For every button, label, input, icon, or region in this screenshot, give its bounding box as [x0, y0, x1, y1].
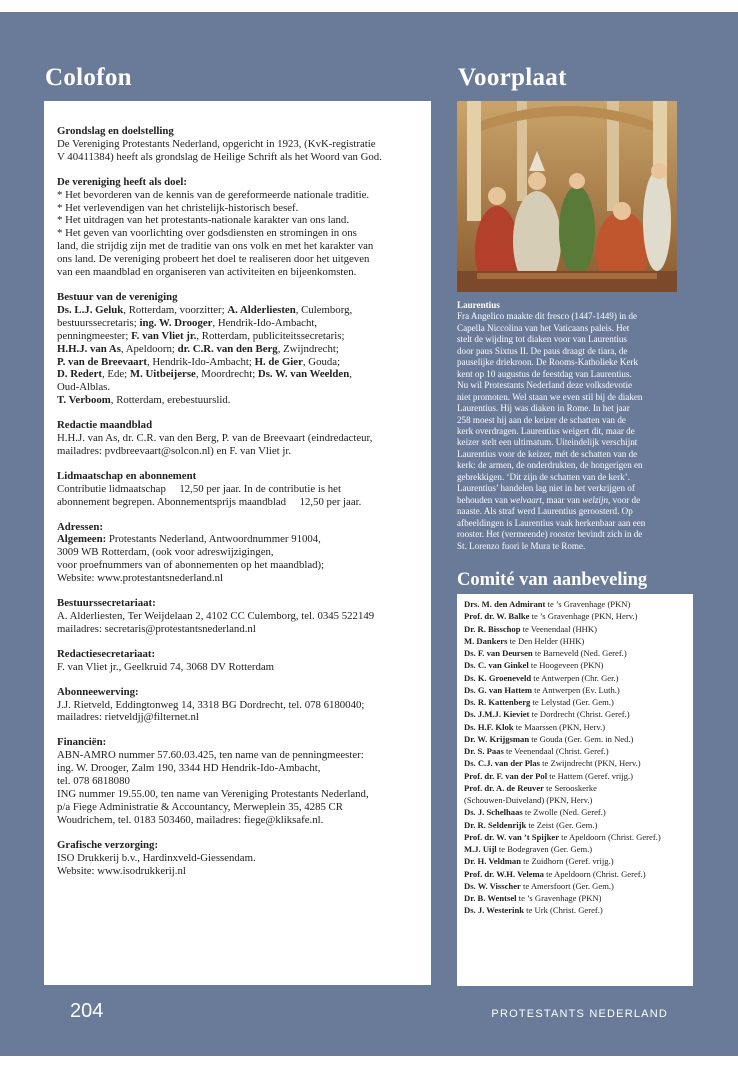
- comite-list: [457, 594, 693, 986]
- page-number: 204: [70, 1000, 104, 1022]
- member-name: Dr. R. Bisschop: [464, 623, 521, 634]
- colofon-section: [57, 291, 421, 407]
- section-title: Redactie maandblad: [57, 419, 153, 432]
- section-line: [57, 356, 421, 369]
- section-line: van een maandblad en organiseren van activiteiten en bijeenkomsten.: [57, 266, 357, 279]
- section-line: tel. 078 6818080: [57, 775, 130, 788]
- caption-text: Fra Angelico maakte dit fresco (1447-1449) in de: [457, 311, 638, 322]
- member-name: Prof. dr. F. van der Pol: [464, 770, 548, 781]
- member-location: te Gouda (Ger. Gem. in Ned.): [529, 733, 634, 744]
- section-line: [57, 394, 421, 407]
- footer-brand: PROTESTANTS NEDERLAND: [491, 1008, 668, 1020]
- member-name: Ds. J.M.J. Kieviet: [464, 709, 530, 720]
- section-line: F. van Vliet jr., Geelkruid 74, 3068 DV Rotterdam: [57, 660, 275, 673]
- member-location: te Serooskerke: [543, 782, 597, 793]
- comite-member: [464, 770, 693, 782]
- caption-line: [457, 369, 685, 380]
- caption-text: kerk: de armen, de onderdrukten, de hongerigen en: [457, 460, 643, 471]
- member-name: Ds. W. Visscher: [464, 880, 521, 891]
- caption-line: [457, 357, 685, 368]
- section-line: ABN-AMRO nummer 57.60.03.425, ten name van de penningmeester:: [57, 749, 364, 762]
- comite-member: [464, 684, 693, 696]
- section-line: [57, 304, 421, 317]
- section-line: land, die strijdig zijn met de traditie van ons volk en met het karakter van: [57, 240, 374, 253]
- member-name: Dr. R. Seldenrijk: [464, 819, 527, 830]
- member-location: te ’s Gravenhage (PKN, Herv.): [529, 611, 638, 622]
- bold-name: H. de Gier: [254, 355, 303, 368]
- member-location: te Zuidhorn (Geref. vrijg.): [521, 856, 614, 867]
- caption-text: kent op 10 augustus de feestdag van Laurentius.: [457, 368, 632, 379]
- section-line: abonnement begrepen. Abonnementsprijs maandblad 12,50 per jaar.: [57, 495, 362, 508]
- caption-line: [457, 403, 685, 414]
- caption-line: [457, 449, 685, 460]
- line-text: penningmeester;: [57, 329, 132, 342]
- section-title: De vereniging heeft als doel:: [57, 175, 187, 188]
- comite-member: [464, 757, 693, 769]
- line-text: , Gouda;: [302, 355, 341, 368]
- bold-name: D. Redert: [57, 368, 102, 381]
- line-text: , Culemborg,: [295, 303, 353, 316]
- member-name: Prof. dr. W. van ’t Spijker: [464, 831, 560, 842]
- italic-word: welzijn: [582, 494, 609, 505]
- member-name: Prof. dr. W.H. Velema: [464, 868, 544, 879]
- member-name: Ds. C. van Ginkel: [464, 660, 529, 671]
- caption-text: behouden van: [457, 494, 511, 505]
- caption-line: [457, 334, 685, 345]
- member-name: Ds. J. Westerink: [464, 905, 525, 916]
- member-location: te Dordrecht (Christ. Geref.): [529, 709, 630, 720]
- member-name: M.J. Uijl: [464, 844, 497, 854]
- colofon-section: [57, 125, 421, 164]
- comite-member: [464, 623, 693, 635]
- bold-name: Ds. W. van Weelden: [257, 368, 350, 381]
- line-text: , Hendrik-Ido-Ambacht;: [146, 355, 255, 368]
- comite-member: [464, 794, 693, 806]
- section-line: * Het verlevendigen van het christelijk-historisch besef.: [57, 201, 299, 214]
- line-text: , Zwijndrecht;: [277, 342, 339, 355]
- caption-text: kerk overdragen. Laurentius weigert dit, maar de: [457, 425, 635, 436]
- caption-text: , maar van: [541, 494, 583, 505]
- member-location: te Urk (Christ. Geref.): [524, 905, 603, 916]
- comite-member: [464, 635, 693, 647]
- bold-name: T. Verboom: [57, 394, 111, 407]
- section-line: * Het geven van voorlichting over godsdiensten en stromingen in ons: [57, 227, 357, 240]
- comite-member: [464, 892, 693, 904]
- section-line: [57, 317, 421, 330]
- colofon-section: [57, 839, 421, 878]
- bold-name: ing. W. Drooger: [139, 316, 213, 329]
- line-text: , Hendrik-Ido-Ambacht,: [212, 316, 318, 329]
- line-text: ,: [349, 368, 352, 381]
- section-line: * Het bevorderen van de kennis van de gereformeerde nationale traditie.: [57, 188, 370, 201]
- member-name: Ds. J. Schelhaas: [464, 807, 523, 818]
- member-name: Ds. C.J. van der Plas: [464, 758, 540, 769]
- comite-title: Comité van aanbeveling: [457, 570, 648, 590]
- member-location: te Hattem (Geref. vrijg.): [547, 770, 633, 781]
- section-line: [57, 330, 421, 343]
- colofon-section: [57, 686, 421, 725]
- bold-name: P. van de Breevaart: [57, 355, 147, 368]
- line-text: , Moordrecht;: [195, 368, 258, 381]
- section-line: A. Alderliesten, Ter Weijdelaan 2, 4102 CC Culemborg, tel. 0345 522149: [57, 610, 375, 622]
- voorplaat-title: Voorplaat: [458, 64, 567, 91]
- line-text: , Rotterdam, voorzitter;: [123, 303, 228, 316]
- comite-member: [464, 806, 693, 818]
- section-line: mailadres: secretaris@protestantsnederland.nl: [57, 622, 256, 635]
- member-name: Prof. dr. A. de Reuver: [464, 782, 544, 793]
- comite-member: [464, 708, 693, 720]
- caption-text: Laurentius. Hij was diaken in Rome. In het jaar: [457, 403, 630, 414]
- member-name: M. Dankers: [464, 635, 508, 646]
- section-line: [57, 572, 421, 585]
- section-line: p/a Fiege Administratie & Accountancy, Merweplein 35, 4285 CR: [57, 800, 343, 813]
- comite-member: [464, 659, 693, 671]
- colofon-section: [57, 521, 421, 586]
- caption-text: St. Lorenzo fuori le Mura te Rome.: [457, 540, 586, 551]
- member-name: Ds. H.F. Klok: [464, 721, 514, 732]
- caption-text: Capella Niccolina van het Vaticaans paleis. Het: [457, 322, 630, 333]
- line-text: voor proefnummers van of abonnementen op het maandblad);: [57, 559, 325, 572]
- caption-text: afbeeldingen is Laurentius vaak herkenbaar aan een: [457, 517, 646, 528]
- line-text: Oud-Alblas.: [57, 381, 111, 394]
- section-line: De Vereniging Protestants Nederland, opgericht in 1923, (KvK-registratie: [57, 137, 376, 150]
- section-line: ISO Drukkerij b.v., Hardinxveld-Giessendam.: [57, 851, 256, 864]
- fresco-image: [457, 101, 677, 292]
- section-line: V 40411384) heeft als grondslag de Heilige Schrift als het Woord van God.: [57, 150, 382, 163]
- member-name: Ds. F. van Deursen: [464, 648, 533, 658]
- comite-member: [464, 721, 693, 733]
- comite-member: [464, 831, 693, 843]
- section-line: Contributie lidmaatschap 12,50 per jaar. In de contributie is het: [57, 482, 341, 495]
- section-title: Adressen:: [57, 520, 103, 533]
- colofon-box: [44, 101, 431, 985]
- section-title: Lidmaatschap en abonnement: [57, 469, 197, 482]
- bold-name: Algemeen:: [57, 533, 109, 546]
- member-location: te Antwerpen (Ev. Luth.): [532, 684, 620, 695]
- colofon-section: [57, 176, 421, 279]
- member-name: Ds. R. Kattenberg: [464, 697, 531, 707]
- bold-name: A. Alderliesten: [227, 303, 296, 316]
- comite-member: [464, 733, 693, 745]
- section-line: H.H.J. van As, dr. C.R. van den Berg, P. van de Breevaart (eindredacteur,: [57, 432, 373, 445]
- caption-text: niet promoten. Wel staan we even stil bij de diaken: [457, 391, 643, 402]
- caption-line: [457, 323, 685, 334]
- member-location: te Amersfoort (Ger. Gem.): [520, 880, 614, 891]
- member-name: Dr. H. Veldman: [464, 856, 521, 867]
- section-line: [57, 381, 421, 394]
- caption-line: [457, 426, 685, 437]
- comite-member: [464, 647, 693, 659]
- comite-member: [464, 843, 693, 855]
- caption-text: , voor de: [608, 494, 641, 505]
- member-location: te Apeldoorn (Christ. Geref.): [543, 868, 646, 879]
- section-title: Grafische verzorging:: [57, 838, 159, 851]
- member-name: Dr. S. Paas: [464, 746, 504, 756]
- caption-text: Laurentius voor de keizer, mét de schatten van de: [457, 448, 638, 459]
- italic-word: welvaart: [510, 494, 542, 505]
- caption-text: 258 moest hij aan de keizer de schatten van de: [457, 414, 626, 425]
- member-location: te Veenendaal (Christ. Geref.): [503, 746, 609, 756]
- line-text: , Apeldoorn;: [120, 342, 178, 355]
- section-line: ons land. De vereniging probeert het doel te realiseren door het uitgeven: [57, 253, 370, 266]
- caption-line: [457, 529, 685, 540]
- line-text: bestuurssecretaris;: [57, 316, 140, 329]
- member-name: Ds. G. van Hattem: [464, 684, 533, 695]
- colofon-section: [57, 470, 421, 509]
- caption-line: [457, 518, 685, 529]
- caption-text: stelt de wijding tot diaken voor van Laurentius: [457, 334, 627, 345]
- member-location: te Veenendaal (HHK): [520, 623, 597, 634]
- caption-line: [457, 346, 685, 357]
- caption-text: keizer stelt een ultimatum. Uiteindelijk verschijnt: [457, 437, 638, 448]
- comite-member: [464, 598, 693, 610]
- caption-text: pauselijke driekroon. De Rooms-Katholieke Kerk: [457, 357, 639, 368]
- member-location: te Apeldoorn (Christ. Geref.): [559, 831, 661, 842]
- section-line: mailadres: pvdbreevaart@solcon.nl) en F. van Vliet jr.: [57, 444, 292, 457]
- section-title: Grondslag en doelstelling: [57, 125, 174, 137]
- caption-text: Nu wil Protestants Nederland deze volksdevotie: [457, 380, 633, 391]
- member-location: te Barneveld (Ned. Geref.): [532, 648, 627, 658]
- member-location: (Schouwen-Duiveland) (PKN, Herv.): [464, 795, 593, 805]
- caption-text: naaste. Als straf werd Laurentius geroosterd. Op: [457, 506, 633, 517]
- colofon-title: Colofon: [45, 64, 132, 91]
- member-location: te Lelystad (Ger. Gem.): [530, 697, 614, 707]
- member-name: Dr. B. Wentsel: [464, 893, 517, 903]
- caption-line: [457, 392, 685, 403]
- caption-line: [457, 541, 685, 552]
- bold-name: H.H.J. van As: [57, 342, 121, 355]
- section-line: [57, 368, 421, 381]
- member-location: te Maarssen (PKN, Herv.): [513, 721, 606, 732]
- line-text: , Rotterdam, publiciteitssecretaris;: [196, 329, 345, 342]
- comite-member: [464, 904, 693, 916]
- comite-member: [464, 782, 693, 794]
- caption-line: [457, 311, 685, 322]
- line-text: , Ede;: [101, 368, 130, 381]
- member-location: te ’s Gravenhage (PKN): [545, 599, 631, 609]
- section-line: ING nummer 19.55.00, ten name van Vereniging Protestants Nederland,: [57, 787, 369, 800]
- caption-line: [457, 483, 685, 494]
- section-title: Abonneewerving:: [57, 685, 139, 698]
- member-location: te Bodegraven (Ger. Gem.): [496, 844, 593, 854]
- line-text: Protestants Nederland, Antwoordnummer 91004,: [108, 533, 321, 546]
- comite-member: [464, 745, 693, 757]
- comite-member: [464, 696, 693, 708]
- member-location: te Zwijndrecht (PKN, Herv.): [540, 758, 641, 769]
- member-location: te Zwolle (Ned. Geref.): [522, 807, 606, 818]
- member-name: Prof. dr. W. Balke: [464, 611, 530, 622]
- comite-member: [464, 610, 693, 622]
- section-title: Bestuur van de vereniging: [57, 290, 178, 303]
- member-name: Dr. W. Krijgsman: [464, 733, 530, 744]
- bold-name: Ds. L.J. Geluk: [57, 303, 124, 316]
- caption-text: rooster. Het (vermeende) rooster bevindt zich in de: [457, 529, 643, 540]
- line-text: Website: www.protestantsnederland.nl: [57, 572, 224, 585]
- caption-line: [457, 495, 685, 506]
- member-location: te Den Helder (HHK): [507, 635, 585, 646]
- section-line: J.J. Rietveld, Eddingtonweg 14, 3318 BG Dordrecht, tel. 078 6180040;: [57, 698, 365, 711]
- comite-member: [464, 880, 693, 892]
- section-line: mailadres: rietveldjj@filternet.nl: [57, 711, 199, 724]
- comite-member: [464, 819, 693, 831]
- member-location: te Hoogeveen (PKN): [528, 660, 604, 671]
- member-location: te ’s Gravenhage (PKN): [516, 893, 602, 903]
- comite-member: [464, 855, 693, 867]
- caption-line: [457, 380, 685, 391]
- bold-name: M. Uitbeijerse: [129, 368, 196, 381]
- section-line: Woudrichem, tel. 0183 503460, mailadres: fiege@kliksafe.nl.: [57, 813, 324, 826]
- section-title: Financiën:: [57, 736, 107, 749]
- section-line: [57, 546, 421, 559]
- section-line: [57, 343, 421, 356]
- colofon-section: [57, 419, 421, 458]
- bold-name: F. van Vliet jr.: [131, 329, 197, 342]
- section-line: * Het uitdragen van het protestants-nationale karakter van ons land.: [57, 214, 350, 227]
- member-location: te Antwerpen (Chr. Ger.): [531, 672, 619, 683]
- comite-member: [464, 672, 693, 684]
- section-line: [57, 559, 421, 572]
- section-title: Bestuurssecretariaat:: [57, 597, 156, 610]
- line-text: 3009 WB Rotterdam, (ook voor adreswijzigingen,: [57, 546, 274, 559]
- colofon-section: [57, 736, 421, 826]
- laurentius-caption: [457, 300, 685, 552]
- caption-text: door paus Sixtus II. De paus draagt de tiara, de: [457, 345, 628, 356]
- caption-line: [457, 415, 685, 426]
- member-name: Drs. M. den Admirant: [464, 599, 546, 609]
- caption-title: Laurentius: [457, 300, 500, 310]
- member-name: Ds. K. Groeneveld: [464, 672, 532, 683]
- section-title: Redactiesecretariaat:: [57, 647, 156, 660]
- section-line: [57, 533, 421, 546]
- caption-line: [457, 506, 685, 517]
- caption-text: Laurentius’ handelen lag niet in het verkrijgen of: [457, 483, 635, 494]
- member-location: te Zeist (Ger. Gem.): [526, 819, 598, 830]
- caption-line: [457, 472, 685, 483]
- bold-name: dr. C.R. van den Berg: [177, 342, 278, 355]
- colofon-section: [57, 597, 421, 636]
- comite-member: [464, 868, 693, 880]
- caption-text: gebrekkigen. ‘Dit zijn de schatten van de kerk’.: [457, 471, 630, 482]
- colofon-section: [57, 648, 421, 674]
- line-text: , Rotterdam, erebestuurslid.: [110, 394, 231, 407]
- section-line: ing. W. Drooger, Zalm 190, 3344 HD Hendrik-Ido-Ambacht,: [57, 762, 321, 775]
- section-line: Website: www.isodrukkerij.nl: [57, 864, 186, 877]
- caption-line: [457, 460, 685, 471]
- caption-line: [457, 437, 685, 448]
